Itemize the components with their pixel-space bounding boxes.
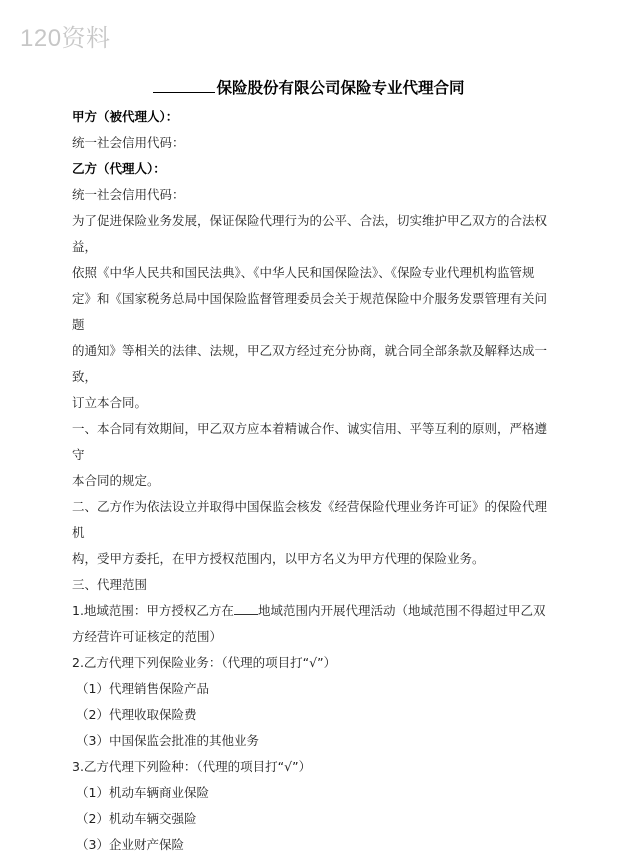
insurance-type-option: （3）企业财产保险 (76, 837, 184, 852)
clause-1-line: 一、本合同有效期间，甲乙双方应本着精诚合作、诚实信用、平等互利的原则，严格遵守 (72, 421, 548, 462)
clause-2-line: 构，受甲方委托，在甲方授权范围内，以甲方名义为甲方代理的保险业务。 (72, 551, 485, 566)
preamble-line: 定》和《国家税务总局中国保险监督管理委员会关于规范保险中介服务发票管理有关问题 (72, 291, 548, 332)
party-b-credit-code: 统一社会信用代码： (72, 187, 185, 202)
contract-title (0, 76, 618, 98)
clause-3-heading: 三、代理范围 (72, 577, 148, 592)
item-1-text-b: 地域范围内开展代理活动（地域范围不得超过甲乙双 (257, 603, 546, 618)
clause-1-line: 本合同的规定。 (72, 473, 160, 488)
region-blank-line (234, 602, 258, 615)
preamble-line: 的通知》等相关的法律、法规，甲乙双方经过充分协商，就合同全部条款及解释达成一致， (72, 343, 548, 384)
title-text: 保险股份有限公司保险专业代理合同 (216, 79, 465, 97)
business-option: （1）代理销售保险产品 (76, 681, 209, 696)
party-a-label: 甲方（被代理人）： (72, 109, 179, 124)
title-blank-line (153, 79, 215, 93)
party-b-label: 乙方（代理人）： (72, 161, 166, 176)
insurance-type-option: （2）机动车辆交强险 (76, 811, 197, 826)
business-option: （2）代理收取保险费 (76, 707, 197, 722)
clause-3-item-3: 3.乙方代理下列险种：（代理的项目打“√”） (72, 759, 312, 774)
clause-3-item-1 (72, 598, 554, 624)
insurance-type-option: （1）机动车辆商业保险 (76, 785, 209, 800)
contract-body (72, 104, 554, 858)
clause-2-line: 二、乙方作为依法设立并取得中国保监会核发《经营保险代理业务许可证》的保险代理机 (72, 499, 548, 540)
clause-3-item-2: 2.乙方代理下列保险业务：（代理的项目打“√”） (72, 655, 337, 670)
business-option: （3）中国保监会批准的其他业务 (76, 733, 259, 748)
preamble-line: 依照《中华人民共和国民法典》、《中华人民和国保险法》、《保险专业代理机构监管规 (72, 265, 535, 280)
watermark-logo: 120资料 (20, 25, 111, 52)
clause-3-item-1-cont: 方经营许可证核定的范围） (72, 629, 223, 644)
preamble-line: 订立本合同。 (72, 395, 148, 410)
preamble-line: 为了促进保险业务发展，保证保险代理行为的公平、合法，切实维护甲乙双方的合法权益， (72, 213, 548, 254)
item-1-text-a: 1.地域范围：甲方授权乙方在 (72, 603, 234, 618)
party-a-credit-code: 统一社会信用代码： (72, 135, 185, 150)
